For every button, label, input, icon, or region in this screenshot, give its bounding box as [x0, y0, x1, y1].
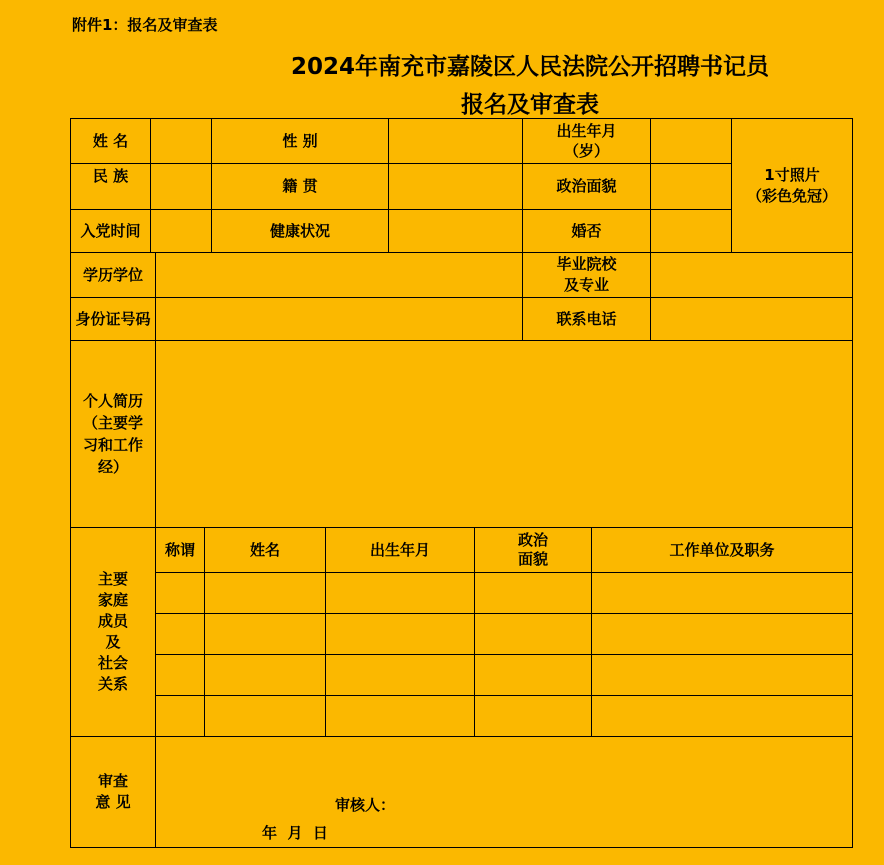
- label-political-status: 政治面貌: [556, 177, 617, 195]
- label-resume: 个人简历 （主要学 习和工作 经）: [82, 392, 143, 476]
- review-date: 年 月 日: [262, 823, 328, 842]
- attachment-label: 附件1：报名及审查表: [72, 16, 218, 34]
- header-member-political: 政治 面貌: [517, 531, 548, 568]
- label-party-join-date: 入党时间: [80, 221, 141, 240]
- label-health: 健康状况: [269, 221, 330, 240]
- label-marital: 婚否: [571, 221, 602, 240]
- label-review: 审查 意 见: [95, 772, 131, 811]
- label-photo: 1寸照片 （彩色免冠）: [746, 165, 837, 205]
- label-gender: 性 别: [282, 131, 318, 150]
- grid-line: [70, 736, 853, 737]
- grid-line: [155, 613, 853, 614]
- grid-line: [70, 297, 853, 298]
- grid-line: [155, 572, 853, 573]
- grid-line: [852, 118, 853, 848]
- header-member-birth: 出生年月: [369, 540, 430, 559]
- label-native-place: 籍 贯: [282, 177, 318, 195]
- label-birth: 出生年月 （岁）: [556, 122, 617, 160]
- grid-line: [70, 252, 853, 253]
- grid-line: [650, 118, 651, 340]
- grid-line: [150, 118, 151, 252]
- label-phone: 联系电话: [556, 309, 617, 328]
- reviewer-label: 审核人：: [334, 795, 395, 814]
- header-member-name: 姓名: [249, 540, 280, 559]
- form-title: 2024年南充市嘉陵区人民法院公开招聘书记员: [290, 54, 769, 80]
- grid-line: [70, 847, 853, 848]
- label-id-number: 身份证号码: [75, 309, 151, 328]
- grid-line: [388, 118, 389, 252]
- label-ethnicity: 民 族: [92, 166, 129, 185]
- header-member-work: 工作单位及职务: [669, 540, 775, 559]
- grid-line: [155, 695, 853, 696]
- header-relation: 称谓: [164, 540, 195, 559]
- grid-line: [70, 340, 853, 341]
- label-family: 主要 家庭 成员 及 社会 关系: [97, 570, 128, 693]
- label-name: 姓 名: [92, 131, 129, 150]
- label-school-major: 毕业院校 及专业: [556, 255, 617, 294]
- label-education: 学历学位: [82, 265, 143, 284]
- grid-line: [155, 654, 853, 655]
- form-subtitle: 报名及审查表: [461, 92, 599, 118]
